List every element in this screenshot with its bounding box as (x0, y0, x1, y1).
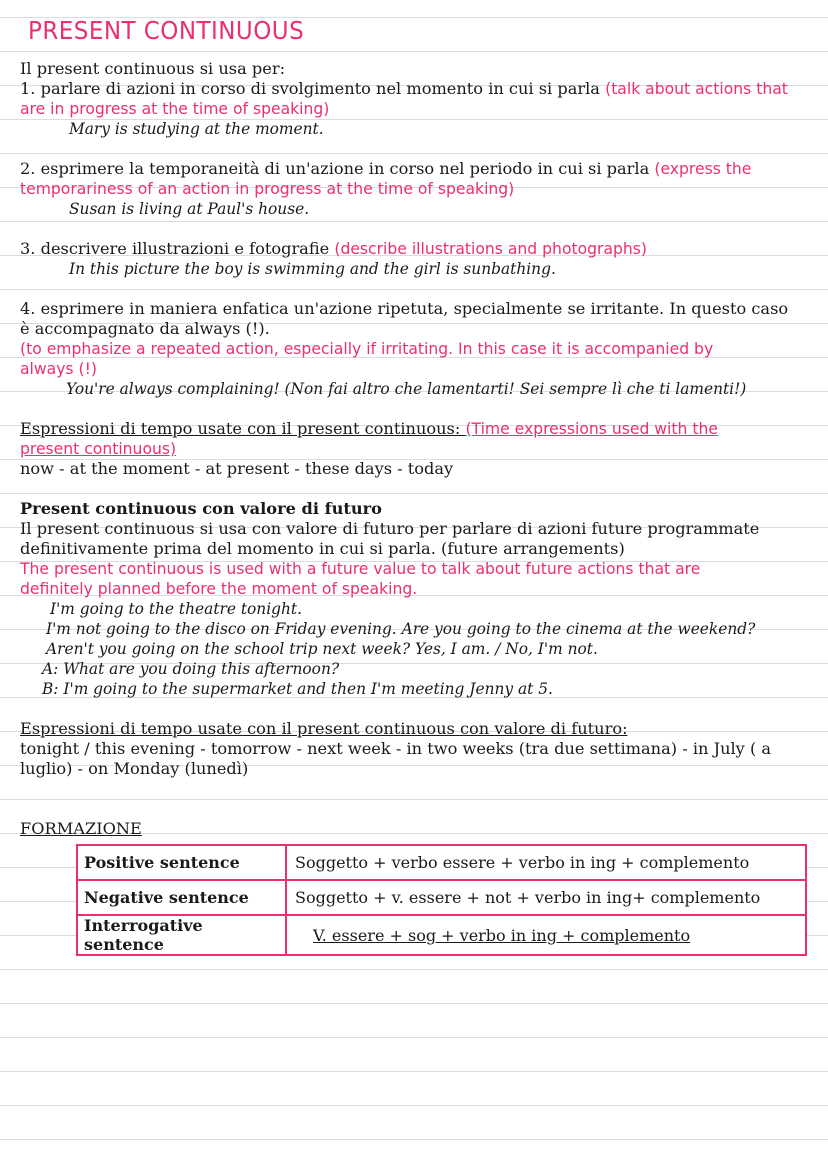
use-4-english-b: always (!) (20, 360, 97, 378)
use-3-italian: 3. descrivere illustrazioni e fotografie (20, 239, 335, 258)
row-label: Interrogative sentence (77, 915, 286, 955)
time-expr-list: now - at the moment - at present - these days - today (20, 459, 454, 478)
use-2-english-a: (express the (654, 160, 752, 178)
use-1-english-b: are in progress at the time of speaking) (20, 100, 330, 118)
table-row (77, 845, 806, 880)
future-heading: Present continuous con valore di futuro (20, 499, 382, 518)
intro-text: Il present continuous si usa per: (20, 59, 286, 78)
time-expr-heading: Espressioni di tempo usate con il present continuous: (20, 419, 466, 438)
use-2-example: Susan is living at Paul's house. (69, 200, 310, 218)
future-time-expr-line-a: tonight / this evening - tomorrow - next week - in two weeks (tra due settimana) - in July ( a (20, 739, 772, 758)
use-4-example: You're always complaining! (Non fai altro che lamentarti! Sei sempre lì che ti lamenti!) (66, 380, 747, 398)
page-title: PRESENT CONTINUOUS (28, 16, 305, 45)
future-example-5: B: I'm going to the supermarket and then I'm meeting Jenny at 5. (42, 680, 553, 698)
table-row (77, 915, 806, 955)
use-1-line-1 (20, 79, 788, 99)
table-row (77, 880, 806, 915)
future-italian-a: Il present continuous si usa con valore di futuro per parlare di azioni future programmate (20, 519, 760, 538)
future-example-1: I'm going to the theatre tonight. (50, 600, 302, 618)
use-2-line-1 (20, 159, 751, 179)
future-time-expr-heading: Espressioni di tempo usate con il present continuous con valore di futuro: (20, 719, 628, 738)
future-example-3: Aren't you going on the school trip next week? Yes, I am. / No, I'm not. (46, 640, 598, 658)
row-formula: V. essere + sog + verbo in ing + complemento (286, 915, 806, 955)
row-label: Positive sentence (77, 845, 286, 880)
time-expr-heading-line (20, 419, 718, 439)
use-1-italian: 1. parlare di azioni in corso di svolgimento nel momento in cui si parla (20, 79, 606, 98)
time-expr-english-a: (Time expressions used with the (465, 420, 718, 438)
future-time-expr-line-b: luglio) - on Monday (lunedì) (20, 759, 249, 778)
use-2-italian: 2. esprimere la temporaneità di un'azione in corso nel periodo in cui si parla (20, 159, 655, 178)
use-4-italian-b: è accompagnato da always (!). (20, 319, 270, 338)
future-english-a: The present continuous is used with a future value to talk about future actions that are (20, 560, 701, 578)
use-4-english-a: (to emphasize a repeated action, especially if irritating. In this case it is accompanied by (20, 340, 714, 358)
row-label: Negative sentence (77, 880, 286, 915)
use-3-example: In this picture the boy is swimming and the girl is sunbathing. (69, 260, 556, 278)
row-formula: Soggetto + verbo essere + verbo in ing + complemento (286, 845, 806, 880)
formation-heading: FORMAZIONE (20, 819, 142, 838)
use-1-example: Mary is studying at the moment. (69, 120, 324, 138)
future-italian-b: definitivamente prima del momento in cui si parla. (future arrangements) (20, 539, 625, 558)
use-4-italian-a: 4. esprimere in maniera enfatica un'azione ripetuta, specialmente se irritante. In questo caso (20, 299, 789, 318)
use-1-english-a: (talk about actions that (605, 80, 788, 98)
row-formula: Soggetto + v. essere + not + verbo in ing+ complemento (286, 880, 806, 915)
time-expr-english-b: present continuous) (20, 440, 177, 458)
future-example-2: I'm not going to the disco on Friday evening. Are you going to the cinema at the weekend? (46, 620, 756, 638)
use-2-english-b: temporariness of an action in progress at the time of speaking) (20, 180, 515, 198)
formation-table (76, 844, 807, 956)
future-example-4: A: What are you doing this afternoon? (42, 660, 340, 678)
use-3-english-a: (describe illustrations and photographs) (334, 240, 647, 258)
future-english-b: definitely planned before the moment of speaking. (20, 580, 418, 598)
use-3-line-1 (20, 239, 647, 259)
